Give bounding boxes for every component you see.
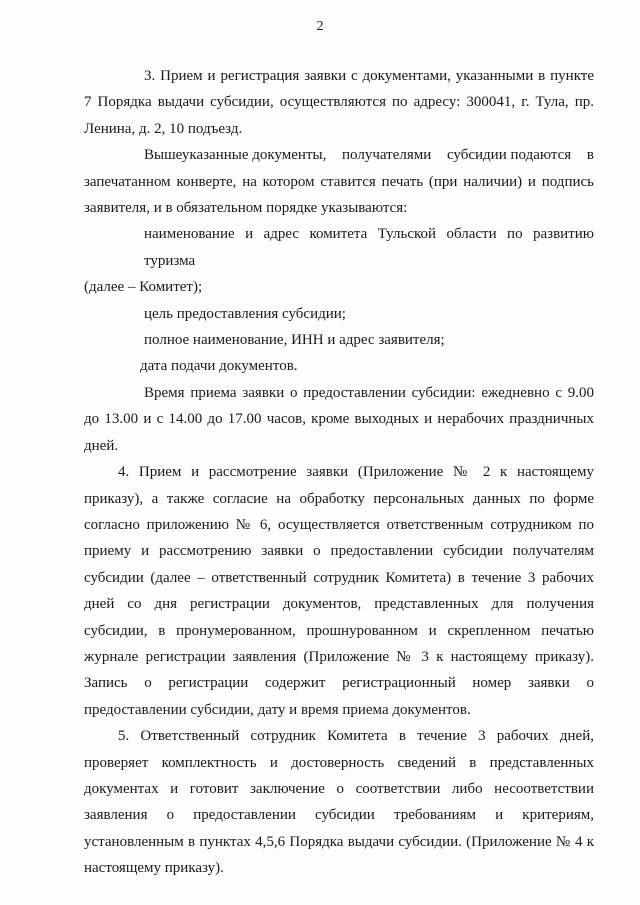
paragraph-5: 5. Ответственный сотрудник Комитета в течение 3 рабочих дней, проверяет комплектность и достоверность сведений в представленных документах и готовит заключение о соответствии либо несоответствии заявления о предоставлении субсидии требованиям и критериям, установленным в пунктах 4,5,6 Порядка выдачи субсидии. (Приложение № 4 к настоящему приказу).: [84, 728, 594, 877]
documents-intro-continuation: запечатанном конверте, на котором ставится печать (при наличии) и подпись заявителя, и в обязательном порядке указываются:: [84, 173, 594, 217]
document-body: [84, 63, 594, 882]
documents-intro-word: субсидии подаются: [446, 147, 572, 164]
paragraph-3: 3. Прием и регистрация заявки с документами, указанными в пункте 7 Порядка выдачи субсидии, осуществляются по адресу: 300041, г. Тула, пр. Ленина, д. 2, 10 подъезд.: [84, 68, 594, 137]
reception-time-paragraph: Время приема заявки о предоставлении субсидии: ежедневно с 9.00 до 13.00 и с 14.00 до 17.00 часов, кроме выходных и нерабочих праздничных дней.: [84, 384, 594, 454]
list-item-date: дата подачи документов.: [140, 358, 298, 375]
list-item-committee-continuation: (далее – Комитет);: [84, 279, 203, 296]
documents-intro-word: Вышеуказанные документы,: [144, 147, 327, 164]
page-number: 2: [316, 19, 324, 34]
documents-intro-word: получателями: [342, 147, 432, 164]
documents-intro-word: в: [586, 147, 594, 164]
list-item-committee: наименование и адрес комитета Тульской области по развитию туризма: [144, 226, 594, 269]
documents-intro-line: [84, 142, 594, 168]
paragraph-4: 4. Прием и рассмотрение заявки (Приложение № 2 к настоящему приказу), а также согласие на обработку персональных данных по форме согласно приложению № 6, осуществляется ответственным сотрудником по приему и рассмотрению заявки о предоставлении субсидии получателям субсидии (далее – ответственный сотрудник Комитета) в течение 3 рабочих дней со дня регистрации документов, представленных для получения субсидии, в пронумерованном, прошнурованном и скрепленном печатью журнале регистрации заявления (Приложение № 3 к настоящему приказу). Запись о регистрации содержит регистрационный номер заявки о предоставлении субсидии, дату и время приема документов.: [84, 464, 594, 718]
list-item-goal: цель предоставления субсидии;: [144, 305, 346, 322]
list-item-applicant: полное наименование, ИНН и адрес заявителя;: [144, 332, 445, 349]
